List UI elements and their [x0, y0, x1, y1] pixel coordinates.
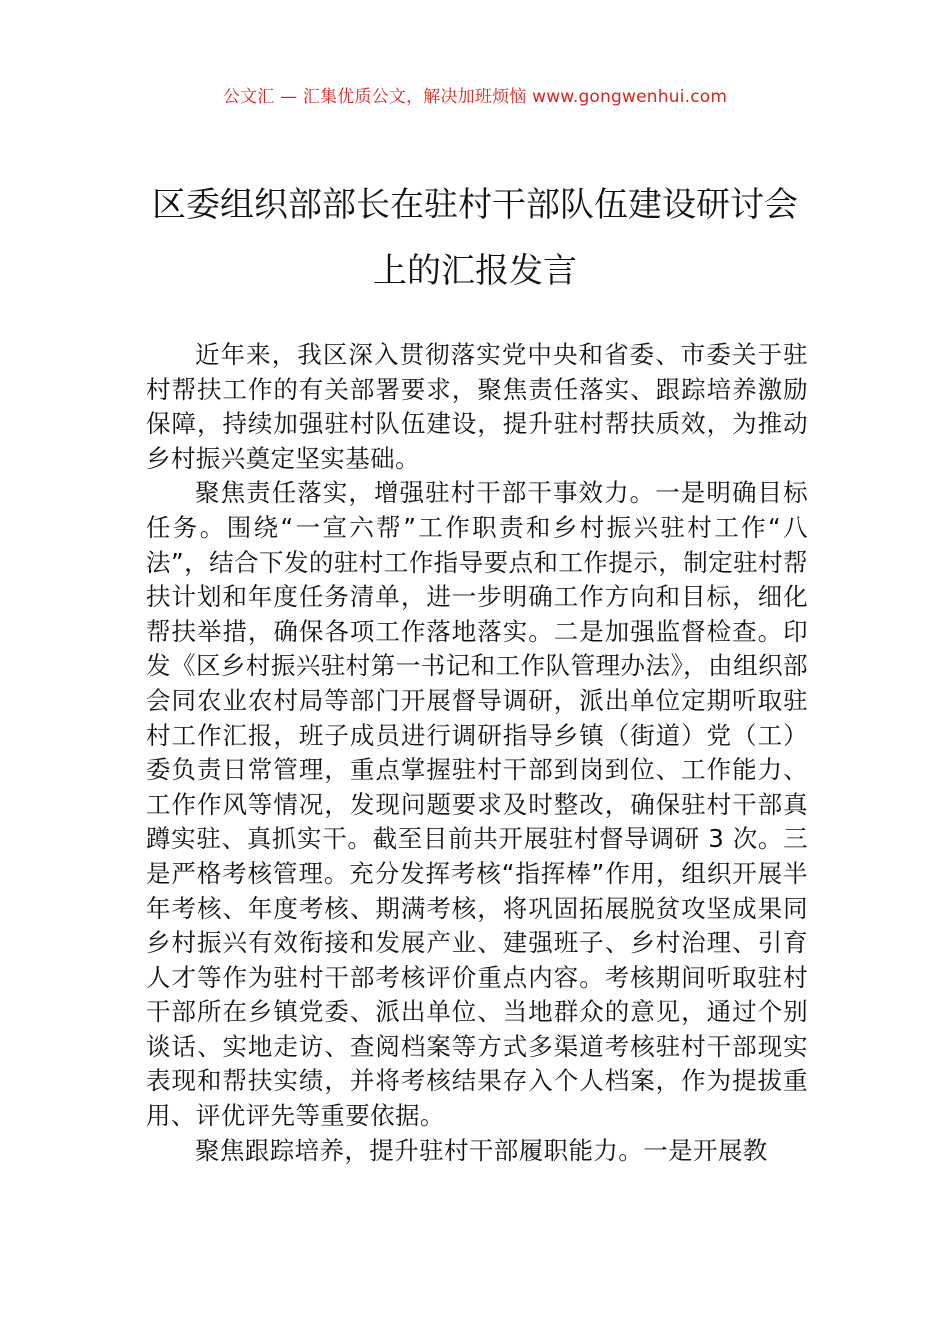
header-banner: 公文汇 — 汇集优质公文，解决加班烦恼 www.gongwenhui.com: [222, 87, 728, 107]
document-title: 区委组织部部长在驻村干部队伍建设研讨会上的汇报发言: [152, 185, 798, 291]
paragraph-training: 聚焦跟踪培养，提升驻村干部履职能力。一是开展教: [195, 1135, 768, 1165]
document-body: [146, 338, 808, 1168]
paragraph-intro: 近年来，我区深入贯彻落实党中央和省委、市委关于驻村帮扶工作的有关部署要求，聚焦责任落实、跟踪培养激励保障，持续加强驻村队伍建设，提升驻村帮扶质效，为推动乡村振兴奠定坚实基础。: [146, 340, 808, 473]
paragraph-responsibility: 聚焦责任落实，增强驻村干部干事效力。一是明确目标任务。围绕“一宣六帮”工作职责和乡村振兴驻村工作“八法”，结合下发的驻村工作指导要点和工作提示，制定驻村帮扶计划和年度任务清单，进一步明确工作方向和目标，细化帮扶举措，确保各项工作落地落实。二是加强监督检查。印发《区乡村振兴驻村第一书记和工作队管理办法》，由组织部会同农业农村局等部门开展督导调研，派出单位定期听取驻村工作汇报，班子成员进行调研指导乡镇（街道）党（工）委负责日常管理，重点掌握驻村干部到岗到位、工作能力、工作作风等情况，发现问题要求及时整改，确保驻村干部真蹲实驻、真抓实干。截至目前共开展驻村督导调研 3 次。三是严格考核管理。充分发挥考核“指挥棒”作用，组织开展半年考核、年度考核、期满考核，将巩固拓展脱贫攻坚成果同乡村振兴有效衔接和发展产业、建强班子、乡村治理、引育人才等作为驻村干部考核评价重点内容。考核期间听取驻村干部所在乡镇党委、派出单位、当地群众的意见，通过个别谈话、实地走访、查阅档案等方式多渠道考核驻村干部现实表现和帮扶实绩，并将考核结果存入个人档案，作为提拔重用、评优评先等重要依据。: [146, 478, 808, 1131]
